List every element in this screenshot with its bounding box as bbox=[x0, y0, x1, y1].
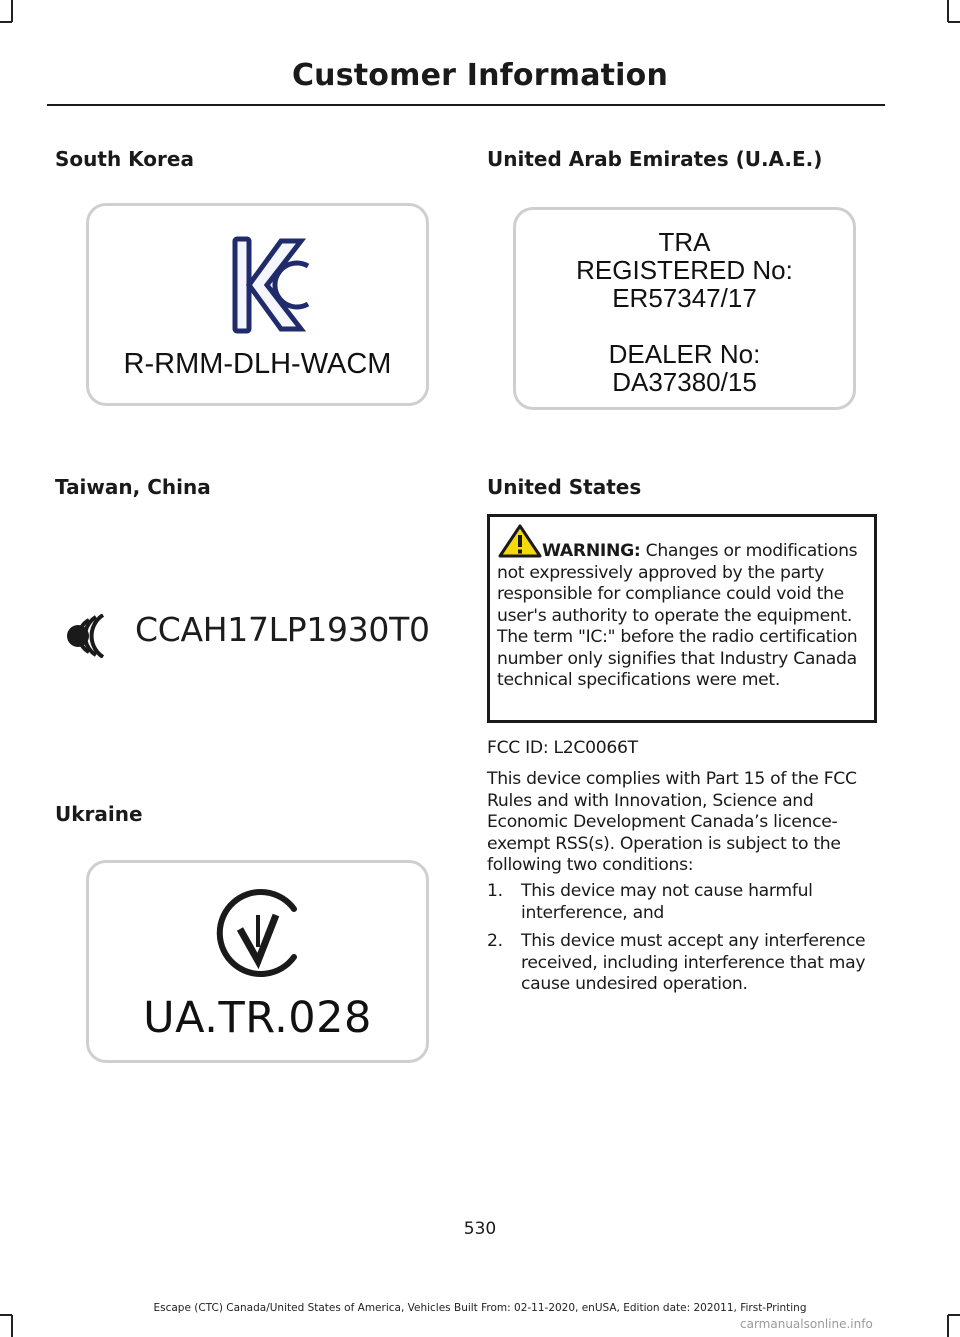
heading-united-states: United States bbox=[487, 475, 642, 499]
ncc-certification-label bbox=[55, 597, 453, 705]
list-item bbox=[487, 931, 882, 996]
list-text: This device must accept any interference received, including interference that may cause undesired operation. bbox=[521, 931, 866, 994]
ua-certification-label bbox=[86, 860, 429, 1063]
tra-line: TRA bbox=[658, 227, 711, 257]
ncc-mark-icon bbox=[63, 614, 111, 658]
warning-triangle-icon bbox=[498, 524, 542, 558]
list-text: This device may not cause harmful interference, and bbox=[521, 881, 813, 923]
footer-edition-info: Escape (CTC) Canada/United States of America, Vehicles Built From: 02-11-2020, enUSA, Edition date: 202011, First-Printing bbox=[153, 1302, 807, 1314]
crop-mark bbox=[947, 1315, 949, 1337]
tra-line: DEALER No: bbox=[608, 339, 761, 369]
heading-taiwan: Taiwan, China bbox=[55, 475, 211, 499]
list-number: 2. bbox=[487, 931, 503, 951]
header-divider bbox=[47, 104, 885, 106]
crop-mark bbox=[11, 1315, 13, 1337]
tra-line: REGISTERED No: bbox=[576, 255, 793, 285]
heading-south-korea: South Korea bbox=[55, 147, 194, 171]
ua-certification-code: UA.TR.028 bbox=[143, 993, 372, 1043]
crop-mark bbox=[11, 0, 13, 22]
ua-conformity-mark-icon bbox=[210, 885, 306, 981]
crop-mark bbox=[0, 1314, 12, 1316]
page-number: 530 bbox=[463, 1219, 497, 1239]
warning-text: Changes or modifications not expressively approved by the party responsible for compliance could void the user's authority to operate the equipment. The term "IC:" before the radio certification number only signifies that Industry Canada technical specifications were met. bbox=[497, 541, 858, 690]
tra-label-text bbox=[516, 228, 853, 396]
crop-mark bbox=[948, 21, 960, 23]
tra-line: ER57347/17 bbox=[612, 283, 757, 313]
kc-certification-label bbox=[86, 203, 429, 406]
crop-mark bbox=[0, 21, 12, 23]
crop-mark bbox=[947, 0, 949, 22]
fcc-id: FCC ID: L2C0066T bbox=[487, 738, 638, 758]
ncc-certification-code: CCAH17LP1930T0 bbox=[135, 610, 430, 649]
kc-mark-icon bbox=[232, 236, 312, 334]
kc-certification-code: R-RMM-DLH-WACM bbox=[123, 348, 392, 380]
warning-box bbox=[487, 514, 877, 723]
page-title: Customer Information bbox=[291, 58, 669, 93]
list-item bbox=[487, 881, 882, 924]
tra-line: DA37380/15 bbox=[612, 367, 757, 397]
list-number: 1. bbox=[487, 881, 503, 901]
heading-uae: United Arab Emirates (U.A.E.) bbox=[487, 147, 823, 171]
compliance-paragraph: This device complies with Part 15 of the FCC Rules and with Innovation, Science and Economic Development Canada’s licence-exempt RSS(s). Operation is subject to the following two conditions: bbox=[487, 769, 857, 875]
crop-mark bbox=[948, 1314, 960, 1316]
heading-ukraine: Ukraine bbox=[55, 802, 143, 826]
warning-label: WARNING: bbox=[542, 541, 641, 561]
tra-certification-label bbox=[513, 207, 856, 410]
watermark: carmanualsonline.info bbox=[740, 1317, 873, 1331]
